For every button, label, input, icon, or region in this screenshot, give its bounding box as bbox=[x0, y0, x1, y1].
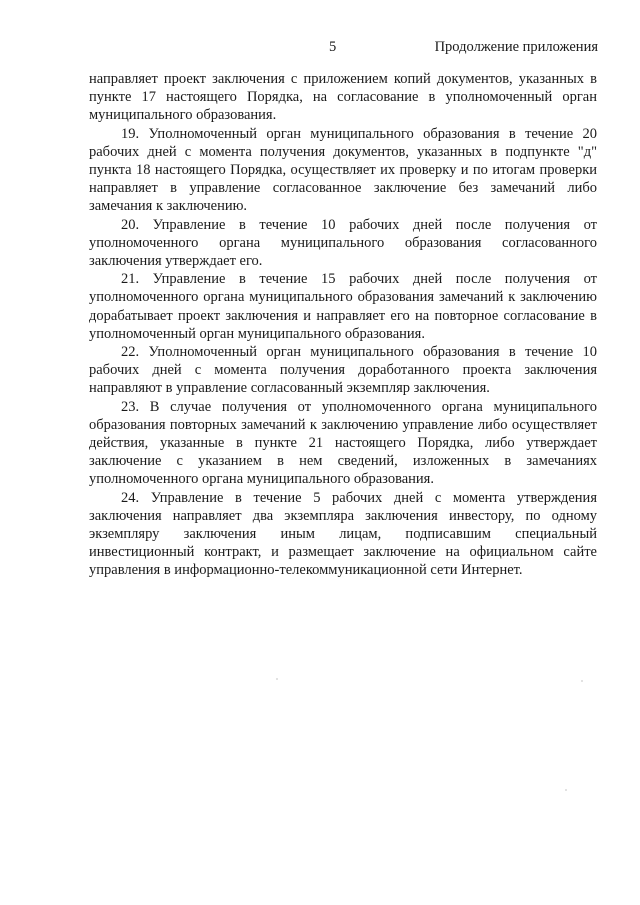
paragraph-22: 22. Уполномоченный орган муниципального образования в течение 10 рабочих дней с момента получения доработанного проекта заключения направляют в управление согласованный экземпляр заключения. bbox=[89, 344, 597, 397]
paragraph-19: 19. Уполномоченный орган муниципального образования в течение 20 рабочих дней с момента получения документов, указанных в подпункте "д" пункта 18 настоящего Порядка, осуществляет их проверку и по итогам проверки направляет в управление согласованное заключение без замечаний либо замечания к заключению. bbox=[89, 125, 597, 215]
running-header: Продолжение приложения bbox=[434, 39, 598, 55]
paragraph-21: 21. Управление в течение 15 рабочих дней после получения от уполномоченного органа муниципального образования замечаний к заключению дорабатывает проект заключения и направляет его на повторное согласование в уполномоченный орган муниципального образования. bbox=[89, 271, 597, 342]
paragraph-continuation: направляет проект заключения с приложением копий документов, указанных в пункте 17 настоящего Порядка, на согласование в уполномоченный орган муниципального образования. bbox=[89, 71, 597, 124]
paragraph-20: 20. Управление в течение 10 рабочих дней после получения от уполномоченного органа муниципального образования согласованного заключения утверждает его. bbox=[89, 216, 597, 270]
document-body bbox=[89, 70, 597, 580]
page-number: 5 bbox=[329, 39, 337, 55]
paragraph-23: 23. В случае получения от уполномоченного органа муниципального образования повторных замечаний к заключению управление либо осуществляет действия, указанные в пункте 21 настоящего Порядка, либо утверждает заключение с указанием в нем сведений, изложенных в замечаниях уполномоченного органа муниципального образования. bbox=[89, 398, 597, 488]
paragraph-24: 24. Управление в течение 5 рабочих дней с момента утверждения заключения направляет два экземпляра заключения инвестору, по одному экземпляру заключения иным лицам, подписавшим специальный инвестиционный контракт, и размещает заключение на официальном сайте управления в информационно-телекоммуникационной сети Интернет. bbox=[89, 489, 597, 579]
